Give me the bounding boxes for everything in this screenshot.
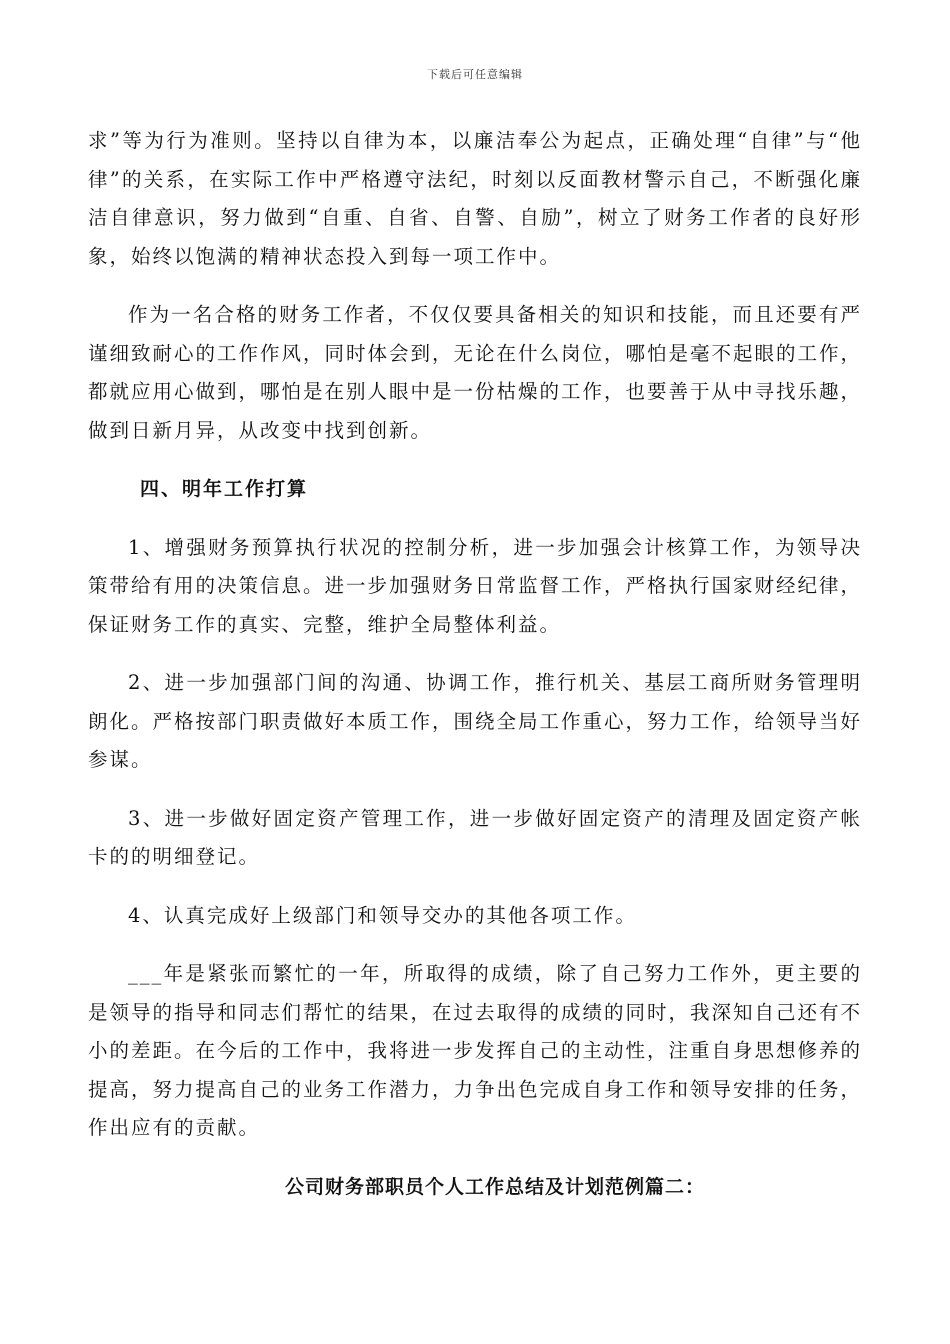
plan-item-3: 3、进一步做好固定资产管理工作，进一步做好固定资产的清理及固定资产帐卡的的明细登记。 [88, 806, 862, 868]
plan-item-1: 1、增强财务预算执行状况的控制分析，进一步加强会计核算工作，为领导决策带给有用的决策信息。进一步加强财务日常监督工作，严格执行国家财经纪律，保证财务工作的真实、完整，维护全局整体利益。 [88, 535, 863, 636]
plan-item-2: 2、进一步加强部门间的沟通、协调工作，推行机关、基层工商所财务管理明朗化。严格按部门职责做好本质工作，围绕全局工作重心，努力工作，给领导当好参谋。 [88, 671, 863, 771]
heading-next-year-plan: 四、明年工作打算 [140, 478, 309, 500]
document-body [88, 122, 862, 1206]
plan-item-4: 4、认真完成好上级部门和领导交办的其他各项工作。 [128, 903, 637, 927]
page-header-note: 下载后可任意编辑 [427, 68, 523, 81]
section-title-part-two: 公司财务部职员个人工作总结及计划范例篇二： [284, 1175, 705, 1198]
paragraph-work-attitude: 作为一名合格的财务工作者，不仅仅要具备相关的知识和技能，而且还要有严谨细致耐心的工作作风，同时体会到，无论在什么岗位，哪怕是毫不起眼的工作，都就应用心做到，哪怕是在别人眼中是一份枯燥的工作，也要善于从中寻找乐趣，做到日新月异，从改变中找到创新。 [88, 303, 863, 442]
paragraph-conclusion: ___年是紧张而繁忙的一年，所取得的成绩，除了自己努力工作外，更主要的是领导的指导和同志们帮忙的结果，在过去取得的成绩的同时，我深知自己还有不小的差距。在今后的工作中，我将进一步发挥自己的主动性，注重自身思想修养的提高，努力提高自己的业务工作潜力，力争出色完成自身工作和领导安排的任务，作出应有的贡献。 [88, 962, 863, 1139]
paragraph-self-discipline: 求”等为行为准则。坚持以自律为本，以廉洁奉公为起点，正确处理“自律”与“他律”的关系，在实际工作中严格遵守法纪，时刻以反面教材警示自己，不断强化廉洁自律意识，努力做到“自重、自省、自警、自励”，树立了财务工作者的良好形象，始终以饱满的精神状态投入到每一项工作中。 [88, 129, 862, 268]
